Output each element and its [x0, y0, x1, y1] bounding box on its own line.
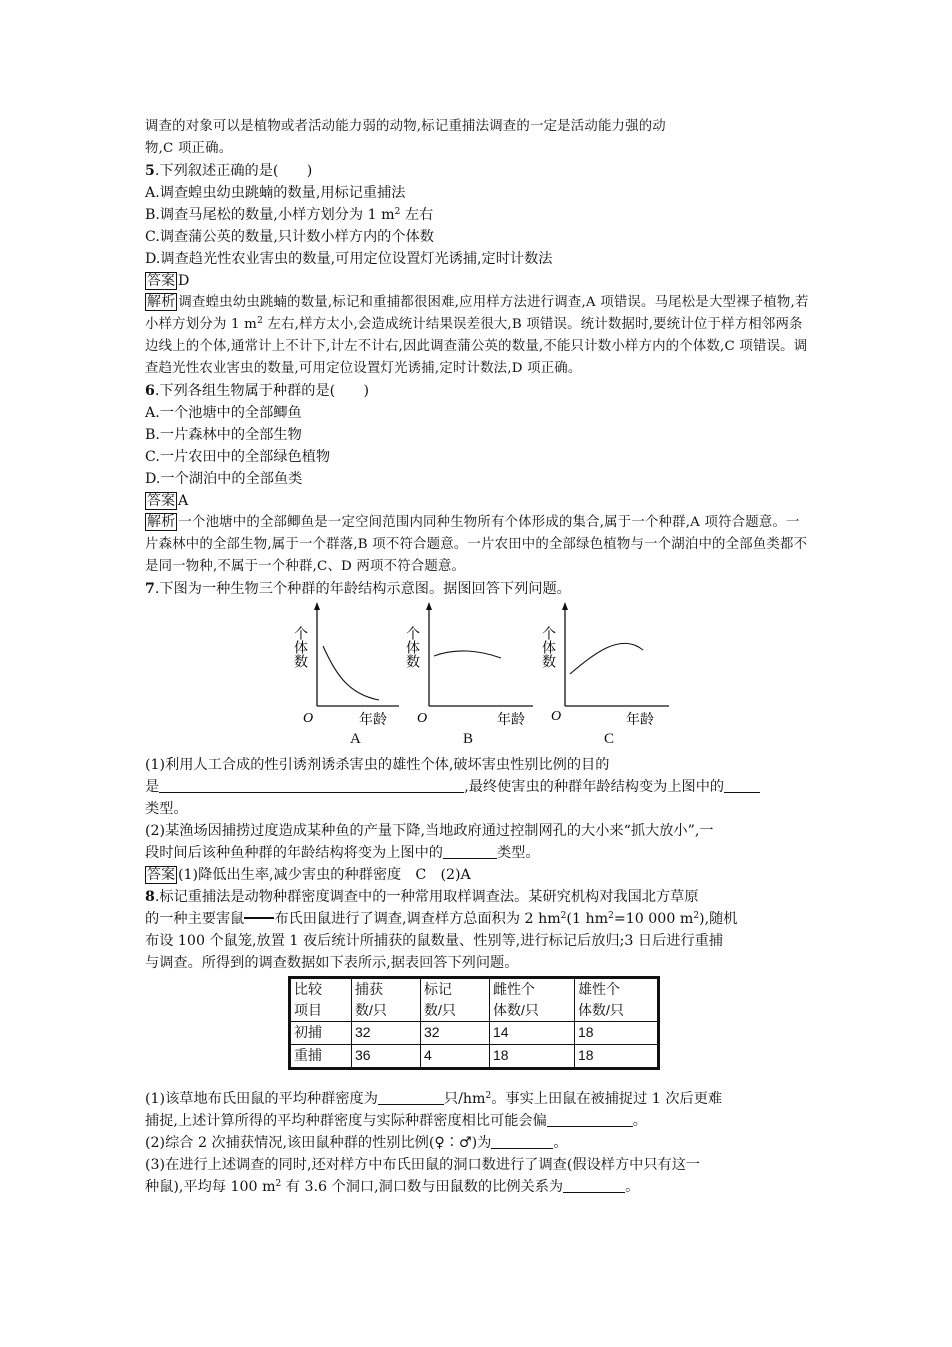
- answer-blank[interactable]: [159, 778, 464, 793]
- explanation-tag: 解析: [147, 294, 176, 310]
- table-cell: 18: [575, 1022, 659, 1045]
- y-axis-label: 个体数: [540, 626, 556, 668]
- survey-data-table: [288, 976, 660, 1070]
- y-axis-arrow: [562, 602, 568, 610]
- q7-sub1-line1: (1)利用人工合成的性引诱剂诱杀害虫的雄性个体,破坏害虫性别比例的目的: [145, 757, 610, 773]
- answer-tag: 答案: [147, 493, 175, 509]
- table-cell: 18: [490, 1045, 575, 1069]
- q7-answer: 答案 (1)降低出生率,减少害虫的种群密度 C (2)A: [147, 867, 471, 883]
- q7-sub1-line2: 是 ,最终使害虫的种群年龄结构变为上图中的: [145, 776, 809, 798]
- graph-c: [540, 602, 673, 728]
- q6-answer: 答案 A: [147, 493, 189, 509]
- origin-label: O: [417, 711, 428, 726]
- header-cell: 雄性个 体数/只: [575, 978, 659, 1022]
- q5-number: 5: [145, 163, 155, 179]
- q7-stem: 7.下图为一种生物三个种群的年龄结构示意图。据图回答下列问题。: [145, 581, 571, 597]
- graph-a-svg: [292, 602, 403, 728]
- y-axis-arrow: [426, 602, 432, 610]
- table-cell: 32: [352, 1022, 421, 1045]
- answer-tag: 答案: [147, 867, 175, 883]
- answer-tag: 答案: [147, 273, 175, 289]
- y-axis-label: 个体数: [404, 626, 420, 668]
- q8-sub2: (2)综合 2 次捕获情况,该田鼠种群的性别比例(♀∶♂)为 。: [145, 1135, 568, 1151]
- worksheet-page: [145, 116, 809, 1198]
- answer-blank[interactable]: [563, 1178, 625, 1193]
- graph-b-label: B: [463, 731, 474, 747]
- q6-option-b: B.一片森林中的全部生物: [145, 427, 302, 443]
- q6-option-a: A.一个池塘中的全部鲫鱼: [145, 405, 302, 421]
- q8-number: 8: [145, 889, 155, 905]
- table-header-row: [290, 978, 659, 1022]
- q6-option-d: D.一个湖泊中的全部鱼类: [145, 471, 303, 487]
- answer-blank[interactable]: [443, 844, 497, 859]
- answer-blank[interactable]: [491, 1134, 553, 1149]
- q5-option-d: D.调查趋光性农业害虫的数量,可用定位设置灯光诱捕,定时计数法: [145, 251, 553, 267]
- x-axis-label: 年龄: [497, 712, 525, 728]
- age-structure-graphs: [145, 602, 809, 752]
- q8-sub1-line1: (1)该草地布氏田鼠的平均种群密度为 只$/hm^2$。事实上田鼠在被捕捉过 1 次后更难: [145, 1091, 723, 1107]
- q7-sub2-line1: (2)某渔场因捕捞过度造成某种鱼的产量下降,当地政府通过控制网孔的大小来“抓大放小”,一: [145, 823, 714, 839]
- table-row: [290, 1022, 659, 1045]
- table-cell: 重捕: [290, 1045, 352, 1069]
- q5-explanation: 解析 调查蝗虫幼虫跳蝻的数量,标记和重捕都很困难,应用样方法进行调查,A 项错误。马尾松是大型裸子植物,若小样方划分为 1 $m^2$ 左右,样方太小,会造成统计结果误差很大,B 项错误。统计数据时,要统计位于样方相邻两条边线上的个体,通常计上不计下,计左不计右,因此调查蒲公英的数量,不能只计数小样方内的个体数,C 项错误。调查趋光性农业害虫的数量,可用定位设置灯光诱捕,定时计数法,D 项正确。: [145, 294, 809, 376]
- curve-increasing: [570, 643, 643, 674]
- q5-option-c: C.调查蒲公英的数量,只计数小样方内的个体数: [145, 229, 434, 245]
- y-axis-arrow: [314, 602, 320, 610]
- intro-line-2: 物,C 项正确。: [145, 141, 233, 156]
- q8-stem-line3: 布设 100 个鼠笼,放置 1 夜后统计所捕获的鼠数量、性别等,进行标记后放归;3 日后进行重捕: [145, 933, 724, 949]
- q8-sub1-line2: 捕捉,上述计算所得的平均种群密度与实际种群密度相比可能会偏 。: [145, 1113, 647, 1129]
- origin-label: O: [551, 709, 562, 724]
- q6-stem: 6.下列各组生物属于种群的是( ): [145, 383, 370, 399]
- header-cell: 标记 数/只: [421, 978, 490, 1022]
- q5-answer: 答案 D: [147, 273, 190, 289]
- x-axis-label: 年龄: [359, 712, 387, 728]
- table-cell: 4: [421, 1045, 490, 1069]
- graph-b: [404, 602, 537, 728]
- table-cell: 18: [575, 1045, 659, 1069]
- graph-b-svg: [404, 602, 537, 728]
- table-cell: 36: [352, 1045, 421, 1069]
- q5-option-b: B.调查马尾松的数量,小样方划分为 1 $m^2$ 左右: [145, 207, 434, 223]
- dash-line: [244, 917, 274, 919]
- q6-option-c: C.一片农田中的全部绿色植物: [145, 449, 331, 465]
- table-row: [290, 1045, 659, 1069]
- curve-flat: [434, 651, 501, 658]
- q5-stem: 5.下列叙述正确的是( ): [145, 163, 313, 179]
- origin-label: O: [303, 711, 314, 726]
- q8-stem-line4: 与调查。所得到的调查数据如下表所示,据表回答下列问题。: [145, 955, 519, 971]
- table-cell: 32: [421, 1022, 490, 1045]
- graph-c-label: C: [604, 731, 615, 747]
- answer-blank[interactable]: [724, 778, 760, 793]
- q8-sub3-line2: 种鼠),平均每 100 $m^2$ 有 3.6 个洞口,洞口数与田鼠数的比例关系为 。: [145, 1179, 640, 1195]
- graph-a: [292, 602, 403, 728]
- y-axis-label: 个体数: [292, 626, 308, 668]
- q8-stem-line2: 的一种主要害鼠 布氏田鼠进行了调查,调查样方总面积为 2 $hm^2(1$ $hm^2=10$ 000 $m^2$),随机: [145, 911, 738, 927]
- q5-option-a: A.调查蝗虫幼虫跳蝻的数量,用标记重捕法: [145, 185, 406, 201]
- curve-decreasing: [323, 646, 379, 700]
- x-axis-label: 年龄: [626, 712, 654, 728]
- q8-sub3-line1: (3)在进行上述调查的同时,还对样方中布氏田鼠的洞口数进行了调查(假设样方中只有这一: [145, 1157, 701, 1173]
- q7-sub2-line2: 段时间后该种鱼种群的年龄结构将变为上图中的 类型。: [145, 845, 540, 861]
- answer-blank[interactable]: [547, 1112, 633, 1127]
- answer-blank[interactable]: [378, 1090, 444, 1105]
- q6-explanation: 解析 一个池塘中的全部鲫鱼是一定空间范围内同种生物所有个体形成的集合,属于一个种群,A 项符合题意。一片森林中的全部生物,属于一个群落,B 项不符合题意。一片农田中的全部绿色植物与一个湖泊中的全部鱼类都不是同一物种,不属于一个种群,C、D 两项不符合题意。: [145, 514, 808, 574]
- explanation-tag: 解析: [147, 514, 176, 530]
- q6-number: 6: [145, 383, 155, 399]
- q8-stem-line1: 8.标记重捕法是动物种群密度调查中的一种常用取样调查法。某研究机构对我国北方草原: [145, 889, 699, 905]
- header-cell: 捕获 数/只: [352, 978, 421, 1022]
- header-cell: 雌性个 体数/只: [490, 978, 575, 1022]
- intro-line-1: 调查的对象可以是植物或者活动能力弱的动物,标记重捕法调查的一定是活动能力强的动: [145, 119, 666, 134]
- graph-a-label: A: [350, 731, 361, 747]
- graph-c-svg: [540, 602, 673, 728]
- table-cell: 初捕: [290, 1022, 352, 1045]
- q7-number: 7: [145, 581, 155, 597]
- header-cell: 比较 项目: [290, 978, 352, 1022]
- table-cell: 14: [490, 1022, 575, 1045]
- q7-sub1-line3: 类型。: [145, 801, 188, 817]
